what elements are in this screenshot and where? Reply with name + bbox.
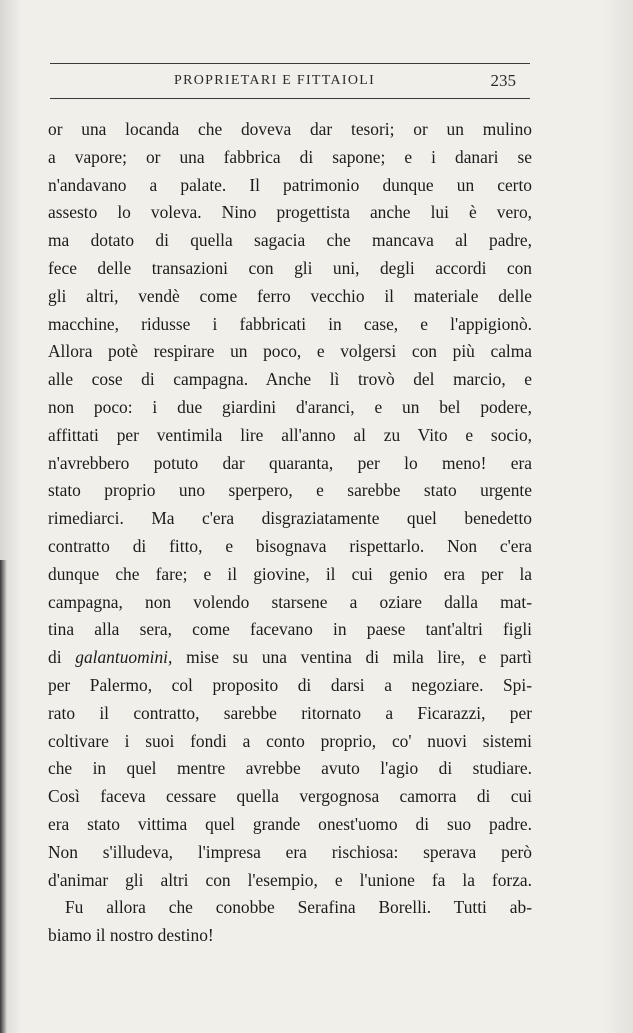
text-line: stato proprio uno sperpero, e sarebbe stato urgente (48, 480, 532, 501)
text-line: n'avrebbero potuto dar quaranta, per lo meno! era (48, 452, 532, 473)
text-line: per Palermo, col proposito di darsi a negoziare. Spi- (48, 674, 532, 695)
text-line: Non s'illudeva, l'impresa era rischiosa: sperava però (48, 841, 532, 862)
text-line: non poco: i due giardini d'aranci, e un bel podere, (48, 396, 532, 417)
text-line: or una locanda che doveva dar tesori; or un mulino (48, 119, 532, 139)
text-line: tina alla sera, come facevano in paese tant'altri figli (48, 619, 532, 640)
text-line: d'animar gli altri con l'esempio, e l'unione fa la forza. (48, 869, 532, 890)
text-line: Allora potè respirare un poco, e volgersi con più calma (48, 341, 532, 362)
text-line: campagna, non volendo starsene a oziare dalla mat- (48, 591, 532, 612)
text-line-mixed (48, 644, 532, 672)
text-line: era stato vittima quel grande onest'uomo di suo padre. (48, 813, 532, 834)
header-rule-top (50, 63, 530, 64)
text-line: alle cose di campagna. Anche lì trovò del marcio, e (48, 369, 532, 390)
text-line: che in quel mentre avrebbe avuto l'agio di studiare. (48, 758, 532, 779)
text-line: dunque che fare; e il giovine, il cui genio era per la (48, 563, 532, 584)
text-line: affittati per ventimila lire all'anno al zu Vito e socio, (48, 424, 532, 445)
text-line: coltivare i suoi fondi a conto proprio, co' nuovi sistemi (48, 730, 532, 751)
paragraph-start-line: Fu allora che conobbe Serafina Borelli. Tutti ab- (65, 897, 532, 918)
text-line: a vapore; or una fabbrica di sapone; e i danari se (48, 146, 532, 167)
text-line: rato il contratto, sarebbe ritornato a Ficarazzi, per (48, 702, 532, 723)
header-rule-bottom (50, 98, 530, 99)
text-line: assesto lo voleva. Nino progettista anche lui è vero, (48, 202, 532, 223)
text-line: rimediarci. Ma c'era disgraziatamente quel benedetto (48, 508, 532, 529)
text-line: fece delle transazioni con gli uni, degli accordi con (48, 257, 532, 278)
italic-word: galantuomini, (75, 647, 173, 668)
page-header (50, 72, 530, 94)
text-segment: di (48, 647, 62, 668)
body-text (48, 116, 532, 950)
text-line: gli altri, vendè come ferro vecchio il materiale delle (48, 285, 532, 306)
text-line: n'andavano a palate. Il patrimonio dunque un certo (48, 174, 532, 195)
running-title: PROPRIETARI E FITTAIOLI (174, 73, 376, 88)
text-line: contratto di fitto, e bisognava rispettarlo. Non c'era (48, 535, 532, 556)
text-line: macchine, ridusse i fabbricati in case, e l'appigionò. (48, 313, 532, 334)
text-line: biamo il nostro destino! (48, 925, 214, 946)
page-number: 235 (490, 71, 516, 90)
text-segment: mise su una ventina di mila lire, e partì (186, 647, 532, 668)
text-line: Così faceva cessare quella vergognosa camorra di cui (48, 786, 532, 807)
text-line: ma dotato di quella sagacia che mancava al padre, (48, 230, 532, 251)
binding-shadow (0, 560, 7, 1033)
